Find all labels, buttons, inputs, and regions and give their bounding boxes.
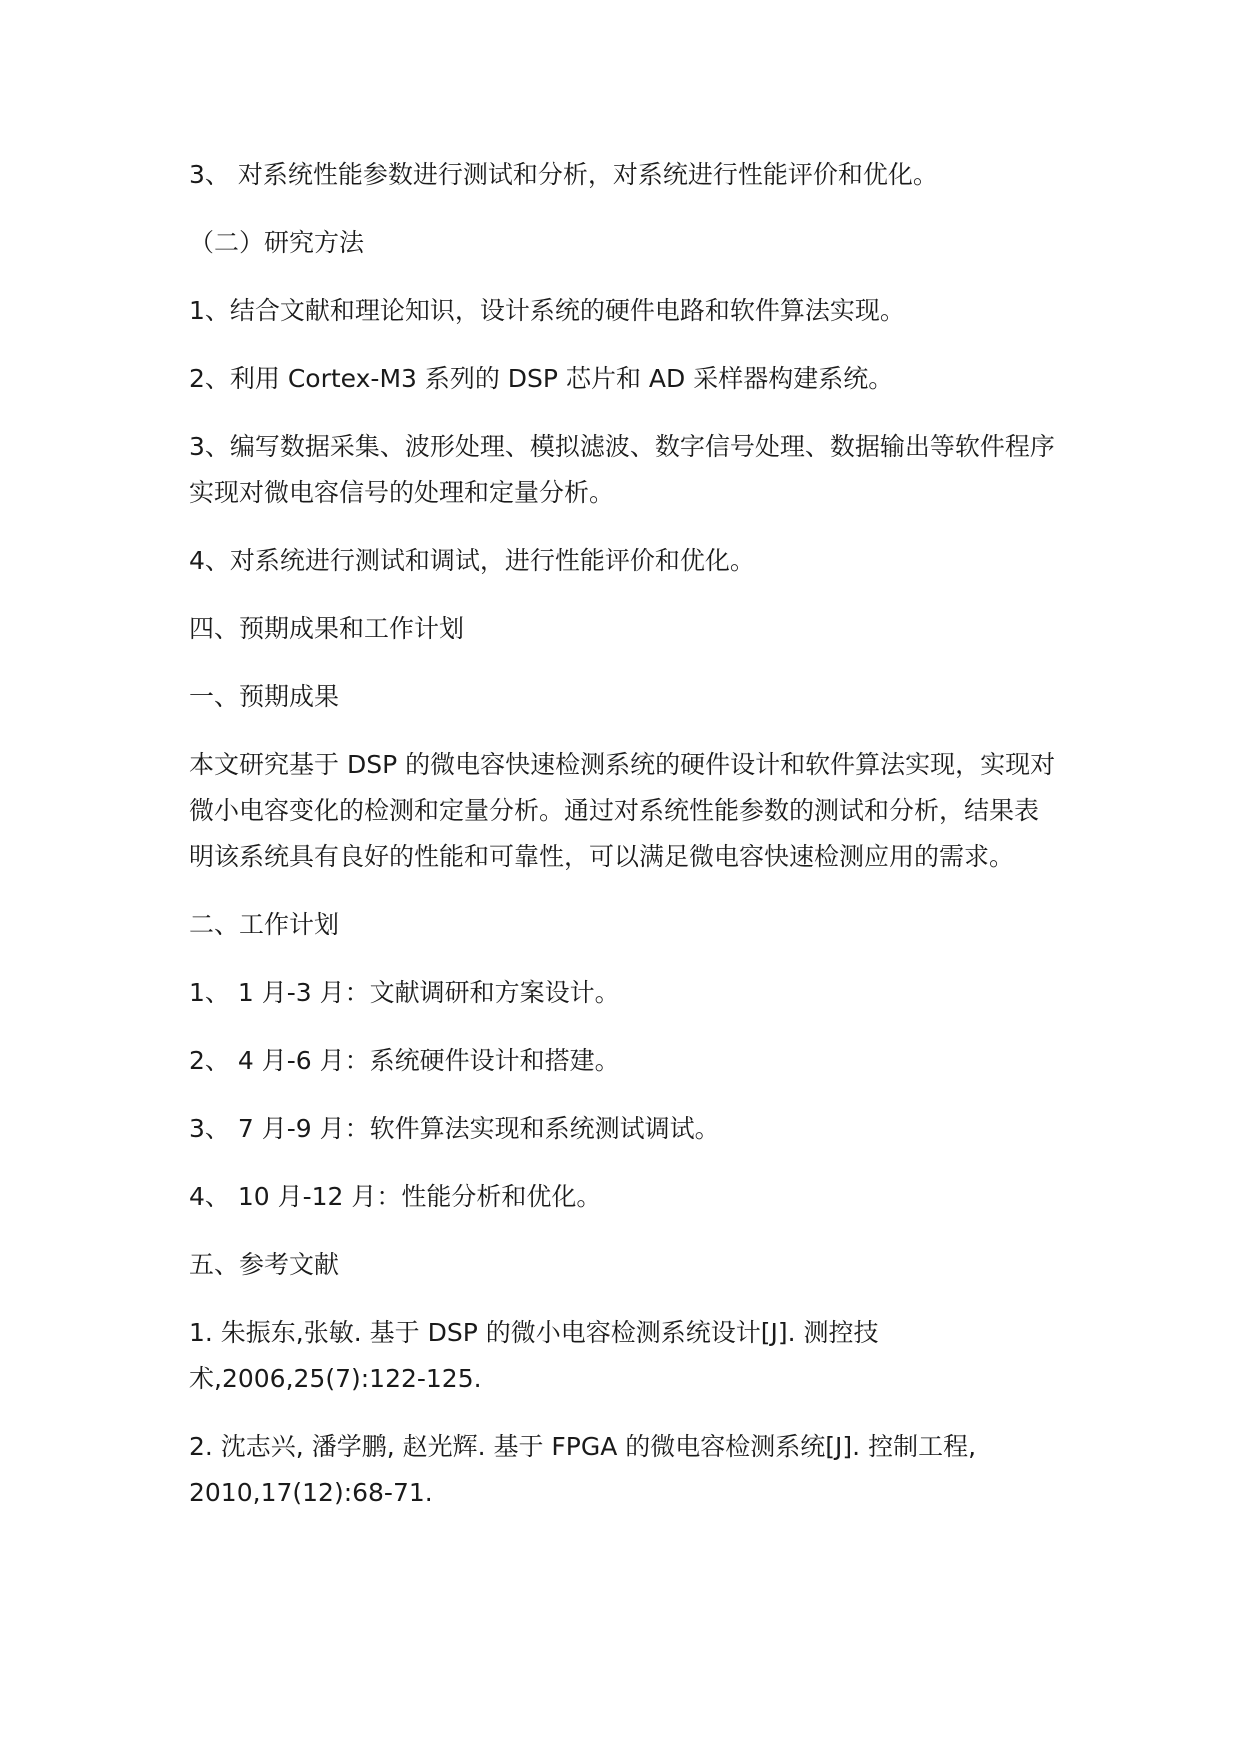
section-heading-expected-results-plan: 四、预期成果和工作计划 [189,614,465,643]
method-item-2: 2、利用 Cortex-M3 系列的 DSP 芯片和 AD 采样器构建系统。 [189,364,894,393]
method-item-1: 1、结合文献和理论知识，设计系统的硬件电路和软件算法实现。 [189,296,905,325]
expected-results-paragraph: 本文研究基于 DSP 的微电容快速检测系统的硬件设计和软件算法实现，实现对微小电容变化的检测和定量分析。通过对系统性能参数的测试和分析，结果表明该系统具有良好的性能和可靠性，可以满足微电容快速检测应用的需求。 [189,750,1056,871]
subsection-heading-work-plan: 二、工作计划 [189,910,340,939]
section-heading-research-methods: （二）研究方法 [189,228,365,257]
plan-item-1: 1、 1 月-3 月：文献调研和方案设计。 [189,978,620,1007]
plan-item-3: 3、 7 月-9 月：软件算法实现和系统测试调试。 [189,1114,720,1143]
method-item-4: 4、对系统进行测试和调试，进行性能评价和优化。 [189,546,755,575]
reference-item-1: 1. 朱振东,张敏. 基于 DSP 的微小电容检测系统设计[J]. 测控技术,2006,25(7):122-125. [189,1318,879,1393]
method-item-3: 3、编写数据采集、波形处理、模拟滤波、数字信号处理、数据输出等软件程序实现对微电容信号的处理和定量分析。 [189,432,1055,507]
plan-item-4: 4、 10 月-12 月：性能分析和优化。 [189,1182,602,1211]
section-heading-references: 五、参考文献 [189,1250,340,1279]
reference-list [189,1310,1059,1516]
goal-item-3: 3、 对系统性能参数进行测试和分析，对系统进行性能评价和优化。 [189,160,938,189]
reference-item-2: 2. 沈志兴, 潘学鹏, 赵光辉. 基于 FPGA 的微电容检测系统[J]. 控制工程, 2010,17(12):68-71. [189,1432,984,1507]
document-body [189,152,1059,1538]
plan-item-2: 2、 4 月-6 月：系统硬件设计和搭建。 [189,1046,620,1075]
subsection-heading-expected-results: 一、预期成果 [189,682,340,711]
